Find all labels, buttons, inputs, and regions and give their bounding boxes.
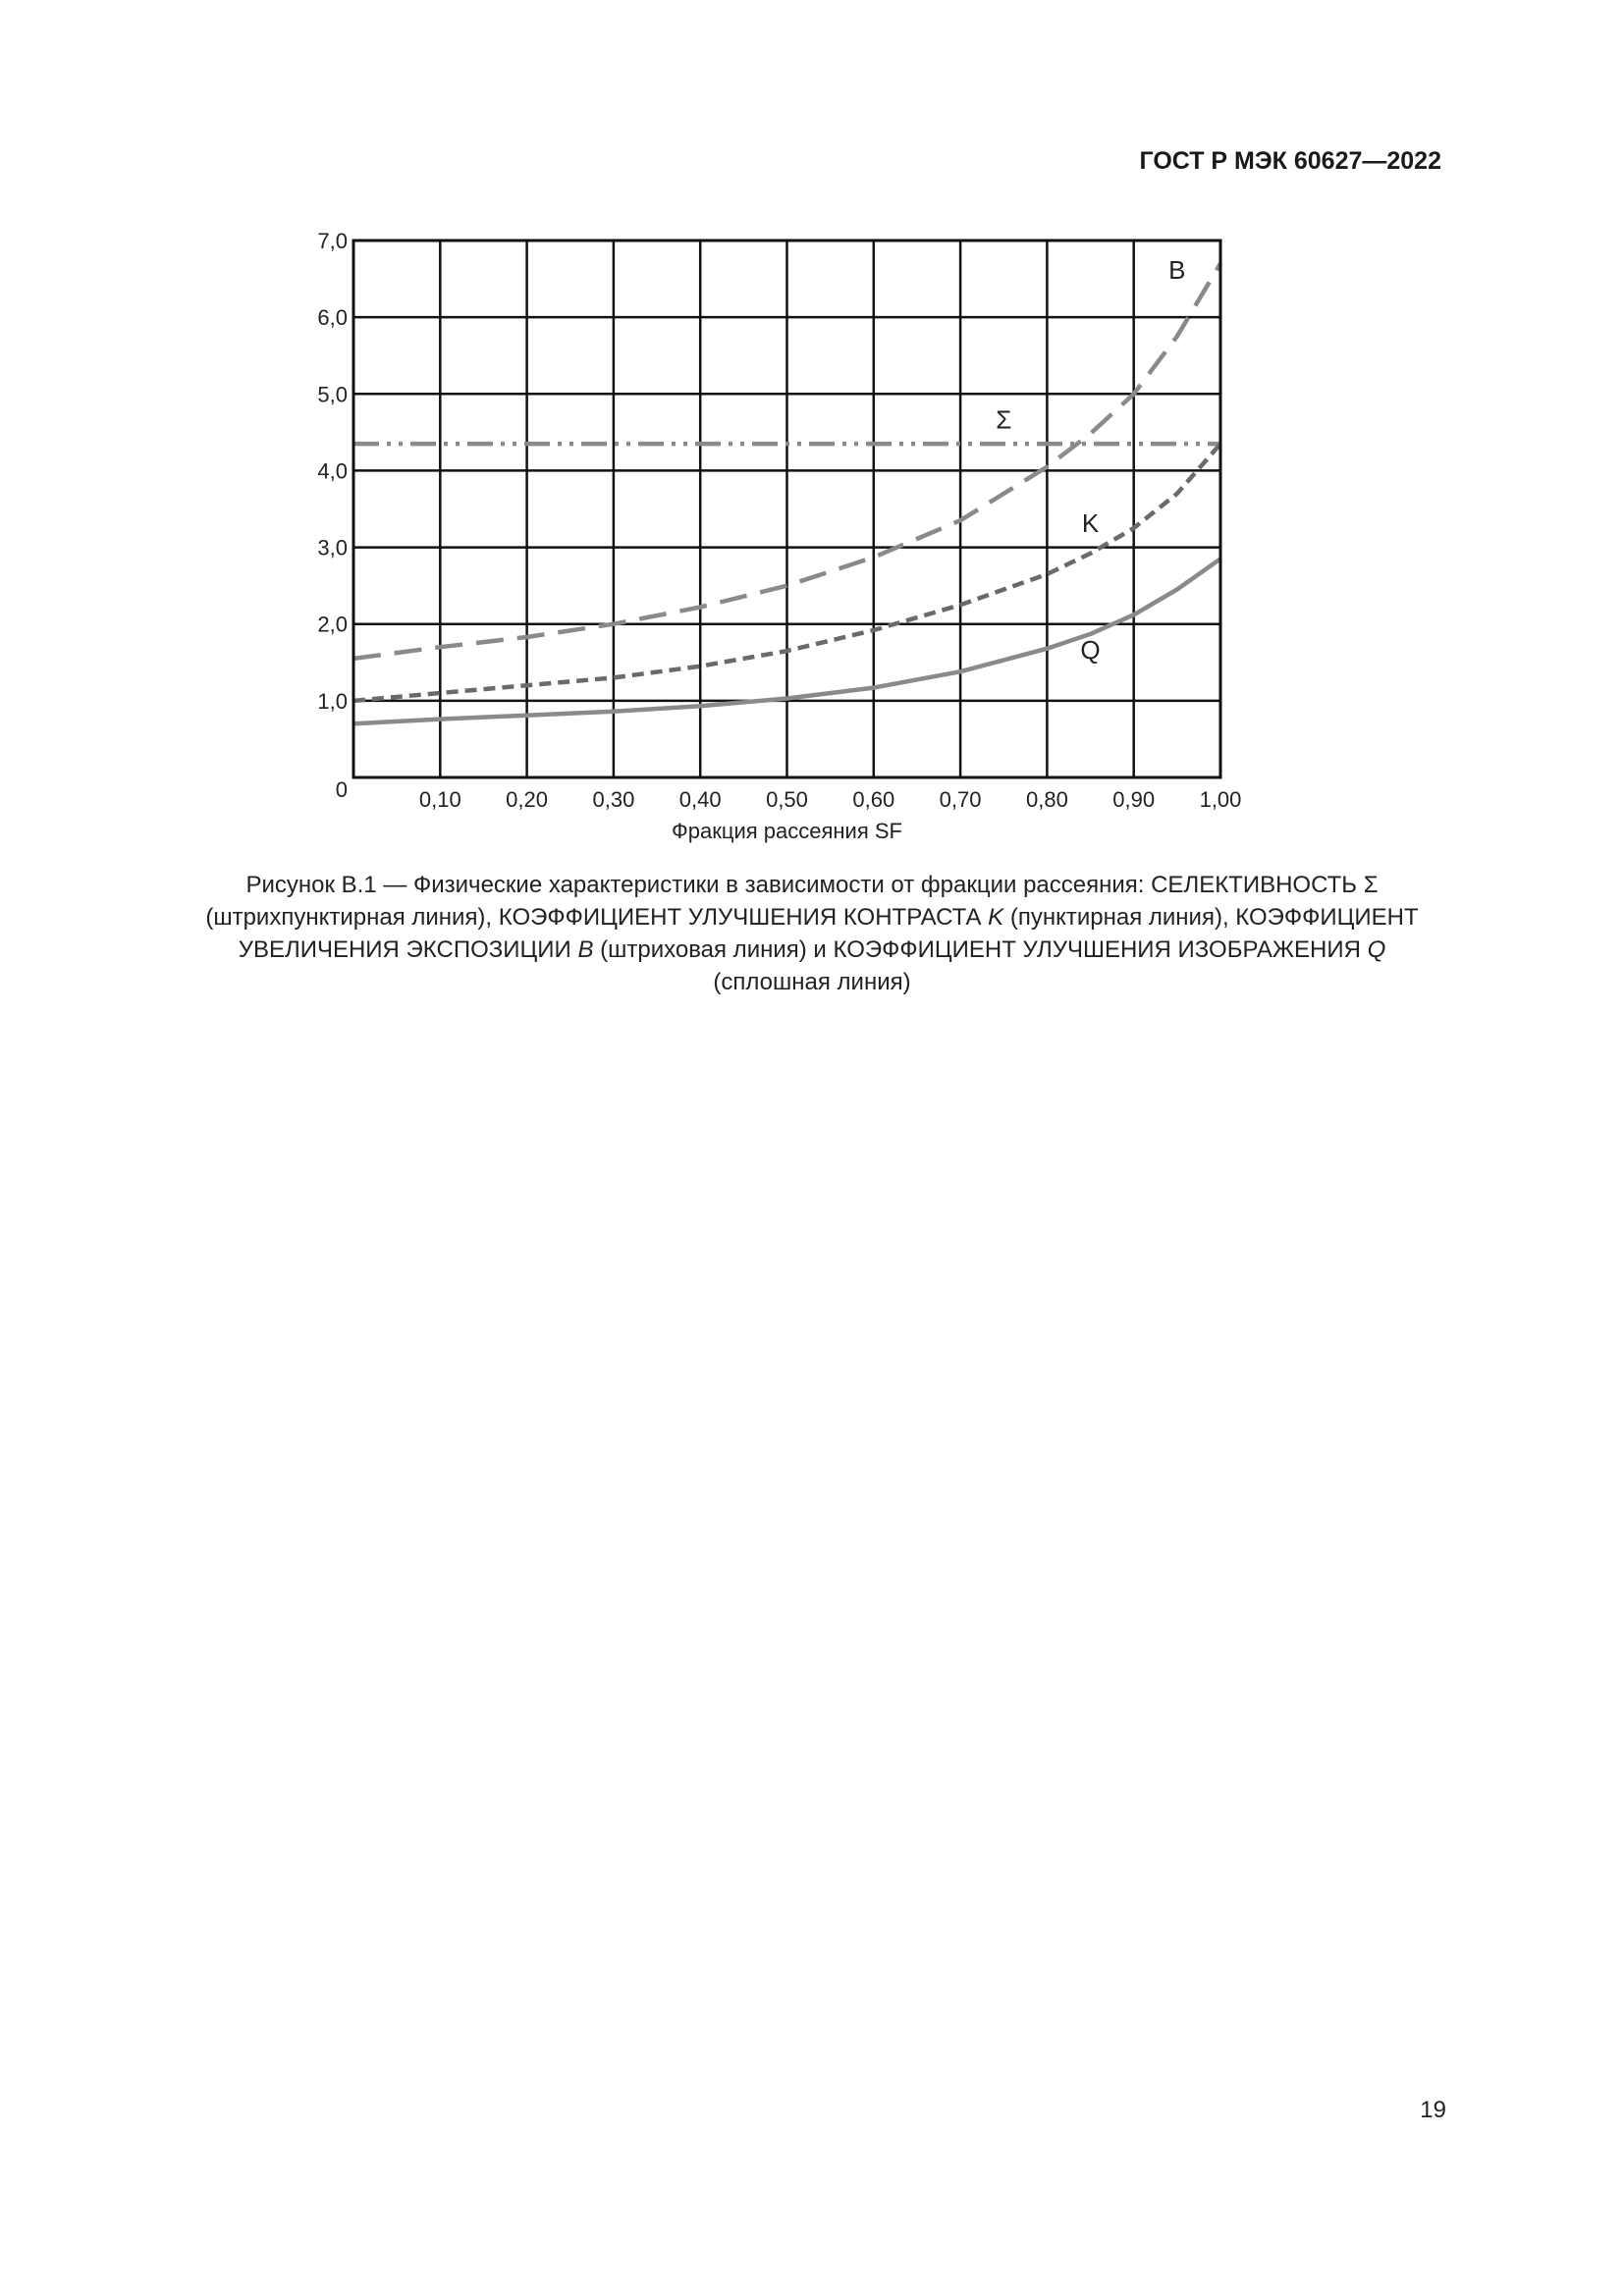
y-tick-label: 6,0 bbox=[317, 305, 348, 331]
x-tick-label: 1,00 bbox=[1199, 787, 1242, 812]
y-tick-label: 0 bbox=[335, 777, 348, 802]
y-tick-label: 4,0 bbox=[317, 458, 348, 484]
x-tick-label: 0,80 bbox=[1025, 787, 1068, 812]
caption-text: УВЕЛИЧЕНИЯ ЭКСПОЗИЦИИ bbox=[238, 936, 578, 963]
caption-text: (пунктирная линия), КОЭФФИЦИЕНТ bbox=[1003, 904, 1419, 931]
x-tick-label: 0,60 bbox=[852, 787, 895, 812]
caption-line-3 bbox=[147, 934, 1477, 966]
figure-caption bbox=[147, 869, 1477, 998]
caption-line-1: Рисунок В.1 — Физические характеристики в зависимости от фракции рассеяния: СЕЛЕКТИВНОСТЬ Σ bbox=[245, 872, 1379, 898]
caption-symbol-q: Q bbox=[1367, 936, 1386, 963]
series-label-3: K bbox=[1081, 507, 1100, 538]
scatter-fraction-chart bbox=[314, 221, 1257, 849]
caption-line-2 bbox=[147, 901, 1477, 934]
y-tick-label: 5,0 bbox=[317, 382, 348, 407]
page-number: 19 bbox=[1420, 2097, 1446, 2123]
y-tick-label: 7,0 bbox=[317, 229, 348, 253]
y-tick-label: 2,0 bbox=[317, 612, 348, 637]
series-label-4: Q bbox=[1080, 634, 1101, 665]
x-tick-label: 0,70 bbox=[939, 787, 982, 812]
series-label-2: Σ bbox=[996, 404, 1012, 435]
y-tick-label: 3,0 bbox=[317, 535, 348, 561]
x-tick-label: 0,30 bbox=[592, 787, 635, 812]
x-tick-label: 0,20 bbox=[506, 787, 549, 812]
x-axis-title: Фракция рассеяния SF bbox=[672, 819, 902, 843]
caption-symbol-b: B bbox=[577, 936, 594, 963]
document-header: ГОСТ Р МЭК 60627—2022 bbox=[1139, 147, 1441, 175]
y-tick-label: 1,0 bbox=[317, 688, 348, 714]
caption-symbol-k: K bbox=[988, 904, 1004, 931]
series-label-1: B bbox=[1168, 255, 1186, 286]
x-tick-label: 0,90 bbox=[1112, 787, 1156, 812]
caption-text: (штриховая линия) и КОЭФФИЦИЕНТ УЛУЧШЕНИЯ ИЗОБРАЖЕНИЯ bbox=[593, 936, 1368, 963]
caption-text: (штрихпунктирная линия), КОЭФФИЦИЕНТ УЛУЧШЕНИЯ КОНТРАСТА bbox=[205, 904, 989, 931]
caption-line-4: (сплошная линия) bbox=[713, 969, 911, 995]
x-tick-label: 0,10 bbox=[418, 787, 461, 812]
x-tick-label: 0,50 bbox=[766, 787, 808, 812]
x-tick-label: 0,40 bbox=[678, 787, 722, 812]
